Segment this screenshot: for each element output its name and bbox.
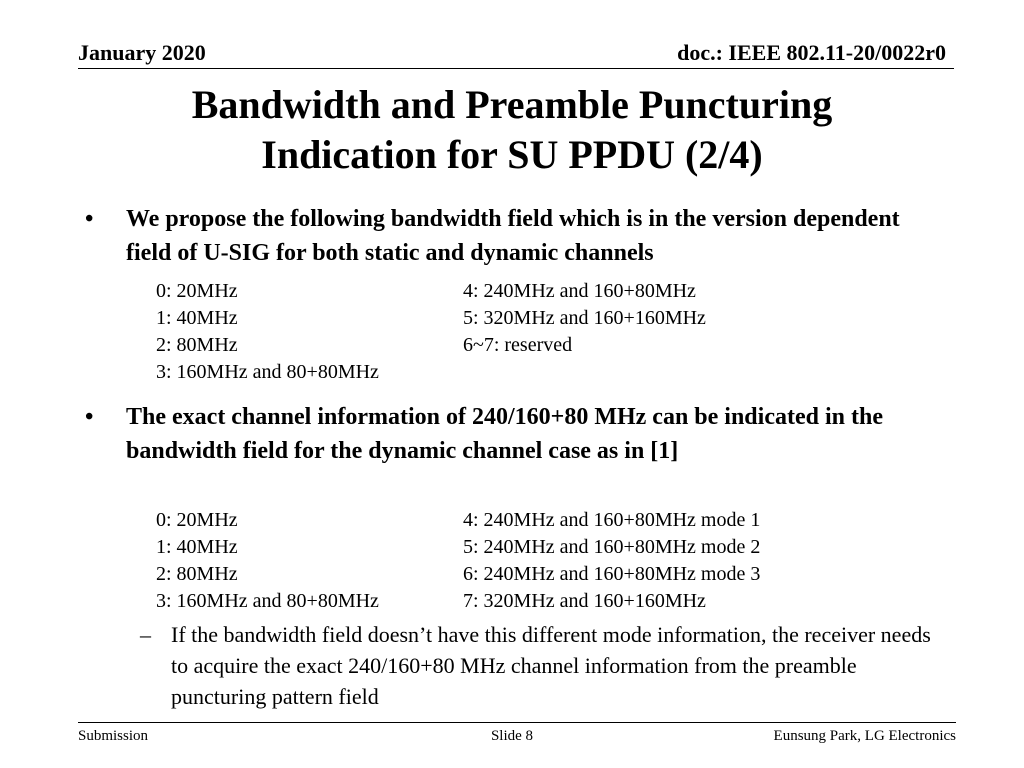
sub-bullet: [140, 619, 940, 712]
sub-bullet-text: If the bandwidth field doesn’t have this different mode information, the receiver needs to acquire the exact 240/160+80 MHz channel information from the preamble puncturing pattern field: [171, 622, 931, 709]
bullet-1: [85, 202, 945, 270]
table-cell: 0: 20MHz: [156, 509, 238, 531]
table-cell: 0: 20MHz: [156, 280, 238, 302]
table-row: [156, 561, 760, 588]
bullet-1-marker: •: [85, 206, 94, 232]
table-cell: 4: 240MHz and 160+80MHz: [463, 280, 696, 302]
table-row: [156, 332, 706, 359]
table-row: [156, 305, 706, 332]
header-date: January 2020: [78, 40, 206, 65]
bandwidth-table-1: [156, 278, 706, 386]
table-cell: 1: 40MHz: [156, 307, 238, 329]
table-cell: 6: 240MHz and 160+80MHz mode 3: [463, 563, 761, 585]
table-cell: 4: 240MHz and 160+80MHz mode 1: [463, 509, 761, 531]
bullet-2-marker: •: [85, 404, 94, 430]
bandwidth-table-2: [156, 507, 760, 615]
table-row: [156, 359, 706, 386]
table-cell: 2: 80MHz: [156, 563, 238, 585]
footer-divider: [78, 722, 956, 723]
table-cell: 2: 80MHz: [156, 334, 238, 356]
footer-submission: Submission: [78, 728, 149, 744]
table-cell: 3: 160MHz and 80+80MHz: [156, 590, 379, 612]
sub-bullet-marker: –: [140, 622, 151, 647]
table-cell: 5: 240MHz and 160+80MHz mode 2: [463, 536, 761, 558]
table-row: [156, 588, 760, 615]
table-cell: 7: 320MHz and 160+160MHz: [463, 590, 706, 612]
footer-author: Eunsung Park, LG Electronics: [773, 728, 956, 744]
table-cell: 1: 40MHz: [156, 536, 238, 558]
header-doc-id: doc.: IEEE 802.11-20/0022r0: [677, 40, 946, 65]
table-cell: 3: 160MHz and 80+80MHz: [156, 361, 379, 383]
table-row: [156, 278, 706, 305]
table-row: [156, 507, 760, 534]
bullet-2: [85, 400, 945, 468]
bullet-2-text: The exact channel information of 240/160+80 MHz can be indicated in the bandwidth field for the dynamic channel case as in [1]: [126, 404, 883, 464]
bullet-1-text: We propose the following bandwidth field which is in the version dependent field of U-SIG for both static and dynamic channels: [126, 206, 900, 266]
table-cell: 5: 320MHz and 160+160MHz: [463, 307, 706, 329]
table-cell: 6~7: reserved: [463, 334, 573, 356]
footer-slide-number: Slide 8: [490, 728, 534, 744]
table-row: [156, 534, 760, 561]
header-divider: [78, 68, 954, 69]
title-line-1: Bandwidth and Preamble Puncturing: [191, 82, 833, 127]
slide-title: [60, 80, 964, 180]
title-line-2: Indication for SU PPDU (2/4): [261, 132, 763, 177]
